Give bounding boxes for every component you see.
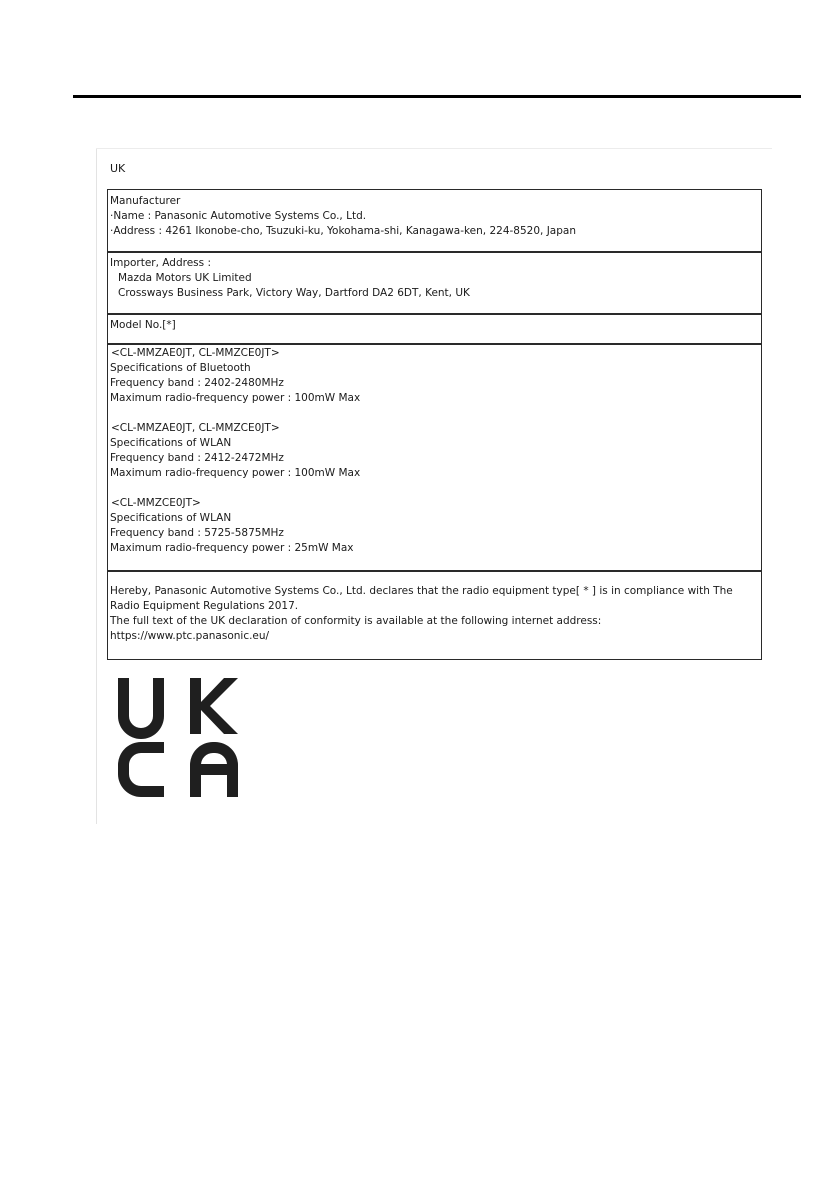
manufacturer-address: ·Address : 4261 Ikonobe-cho, Tsuzuki-ku, Yokohama-shi, Kanagawa-ken, 224-8520, Japan xyxy=(110,225,576,237)
importer-section xyxy=(108,252,761,313)
spec-models: <CL-MMZAE0JT, CL-MMZCE0JT> xyxy=(111,347,280,359)
declaration-table xyxy=(107,189,762,660)
spec-models: <CL-MMZAE0JT, CL-MMZCE0JT> xyxy=(111,422,280,434)
spec-title: Specifications of WLAN xyxy=(110,512,232,524)
importer-address: Crossways Business Park, Victory Way, Dartford DA2 6DT, Kent, UK xyxy=(118,287,470,299)
manufacturer-heading: Manufacturer xyxy=(110,195,181,207)
spec-block-wlan-2ghz xyxy=(110,421,759,481)
model-section xyxy=(108,314,761,343)
panel-border-top xyxy=(96,148,772,149)
spec-title: Specifications of WLAN xyxy=(110,437,232,449)
spec-max-power: Maximum radio-frequency power : 100mW Max xyxy=(110,467,361,479)
top-rule xyxy=(73,95,801,98)
manufacturer-section xyxy=(108,190,761,251)
spec-max-power: Maximum radio-frequency power : 100mW Max xyxy=(110,392,361,404)
importer-heading: Importer, Address : xyxy=(110,257,211,269)
importer-name: Mazda Motors UK Limited xyxy=(118,272,252,284)
declaration-statement: Hereby, Panasonic Automotive Systems Co., Ltd. declares that the radio equipment type[ * ] is in compliance with The Radio Equipment Regulations 2017. xyxy=(110,585,733,612)
spec-frequency-band: Frequency band : 2402-2480MHz xyxy=(110,377,284,389)
radio-specifications-section xyxy=(108,344,761,570)
panel-border-left xyxy=(96,148,97,824)
declaration-section xyxy=(108,571,761,659)
model-number: Model No.[*] xyxy=(110,319,176,331)
declaration-url: https://www.ptc.panasonic.eu/ xyxy=(110,630,270,642)
region-label: UK xyxy=(110,162,126,175)
ukca-mark-icon xyxy=(118,678,238,798)
manufacturer-name: ·Name : Panasonic Automotive Systems Co., Ltd. xyxy=(110,210,367,222)
spec-max-power: Maximum radio-frequency power : 25mW Max xyxy=(110,542,354,554)
spec-block-wlan-5ghz xyxy=(110,496,759,556)
spec-frequency-band: Frequency band : 5725-5875MHz xyxy=(110,527,284,539)
spec-block-bluetooth xyxy=(110,346,759,406)
spec-models: <CL-MMZCE0JT> xyxy=(111,497,201,509)
spec-frequency-band: Frequency band : 2412-2472MHz xyxy=(110,452,284,464)
declaration-availability: The full text of the UK declaration of conformity is available at the following internet address: xyxy=(110,615,602,627)
spec-title: Specifications of Bluetooth xyxy=(110,362,251,374)
